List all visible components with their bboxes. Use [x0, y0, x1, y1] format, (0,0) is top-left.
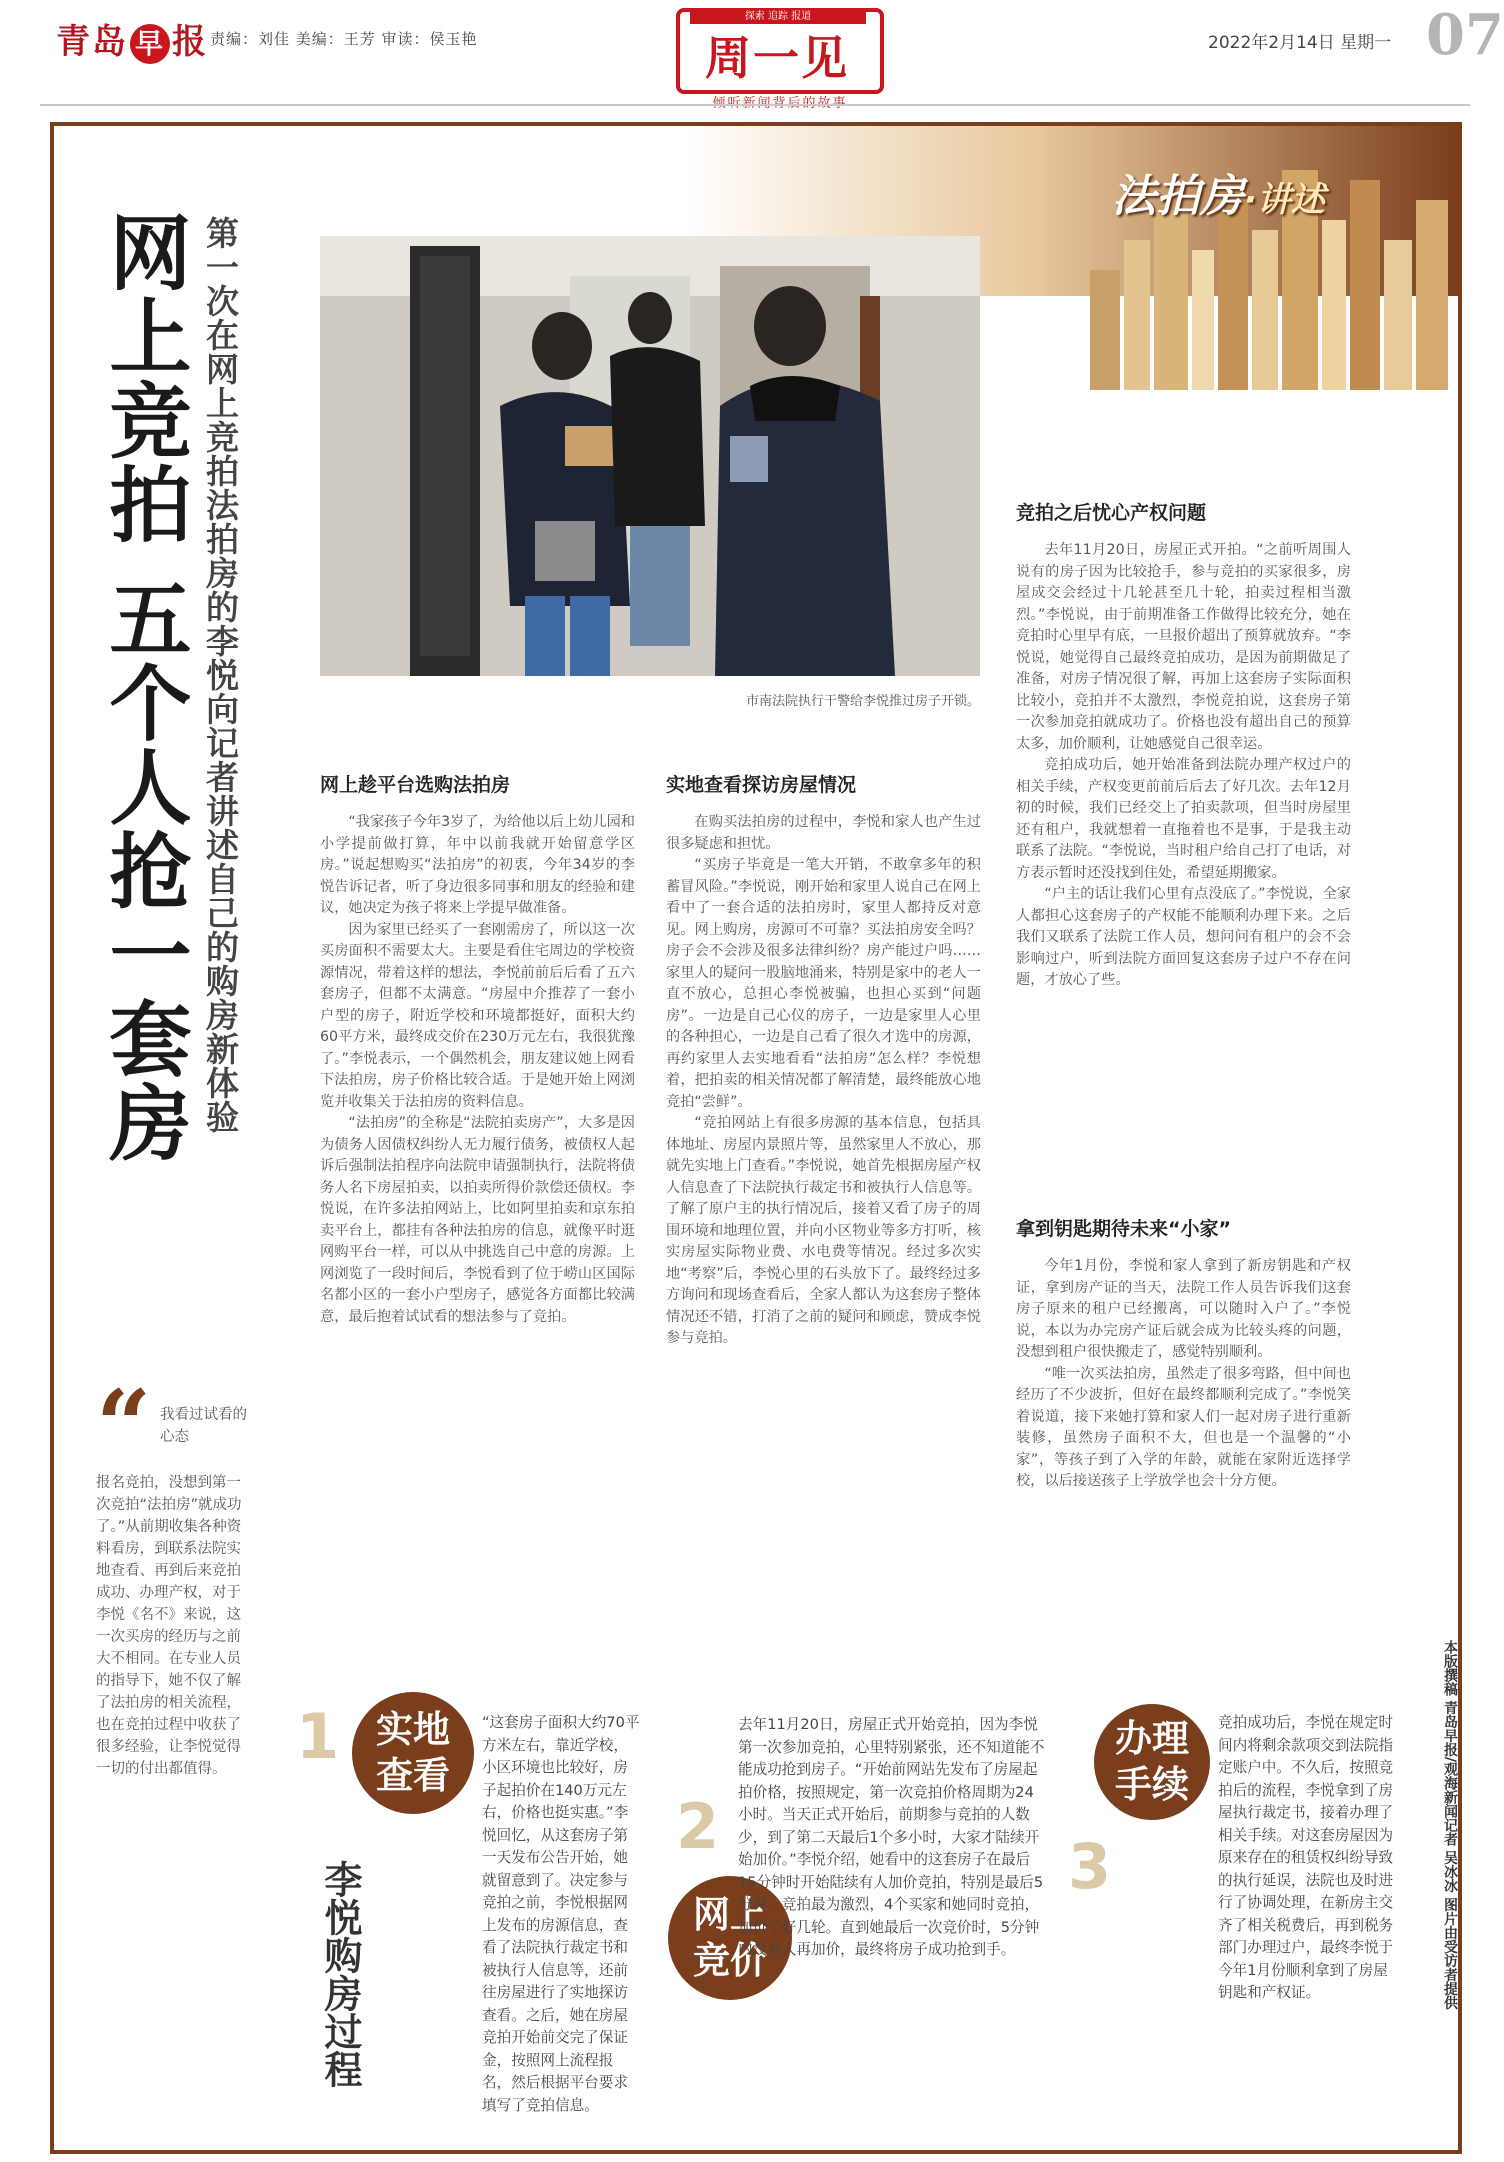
- section-heading-3: 竞拍之后忧心产权问题: [1016, 502, 1207, 524]
- paragraph: 今年1月份，李悦和家人拿到了新房钥匙和产权证，拿到房产证的当天，法院工作人员告诉我们这套房子原来的租户已经搬离，可以随时入户了。”李悦说，本以为办完房产证后就会成为比较头疼的问题，没想到租户很快搬走了，感觉特别顺利。: [1016, 1258, 1351, 1360]
- step-text: 竞拍成功后，李悦在规定时间内将剩余款项交到法院指定账户中。不久后，按照竞拍后的流程，李悦拿到了房屋执行裁定书，接着办理了相关手续。对这套房屋因为原来存在的租赁权纠纷导致的执行延误，法院也及时进行了协调处理，在新房主交齐了相关税费后，再到税务部门办理过户，最终李悦于今年1月份顺利拿到了房屋钥匙和产权证。: [1218, 1714, 1394, 2001]
- column-title-main: 法拍房: [1112, 171, 1244, 222]
- paragraph: “竞拍网站上有很多房源的基本信息，包括具体地址、房屋内景照片等，虽然家里人不放心，那就先实地上门查看。”李悦说，她首先根据房屋产权人信息查了下法院执行裁定书和被执行人信息等。了解了原户主的执行情况后，接着又看了房子的周围环境和地理位置，并向小区物业等多方打听，核实房屋实际物业费、水电费等情况。经过多次实地“考察”后，李悦心里的石头放下了。最终经过多方询问和现场查看后，全家人都认为这套房子整体情况还不错，打消了之前的疑问和顾虑，赞成李悦参与竞拍。: [666, 1115, 981, 1346]
- article-col2: [666, 812, 981, 1630]
- masthead-divider: [40, 104, 1470, 106]
- paragraph: “我家孩子今年3岁了，为给他以后上幼儿园和小学提前做打算，年中以前我就开始留意学区房。”说起想购买“法拍房”的初衷，今年34岁的李悦告诉记者，听了身边很多同事和朋友的经验和建议，她决定为孩子将来上学提早做准备。: [320, 814, 635, 916]
- paragraph: 因为家里已经买了一套刚需房了，所以这一次买房面积不需要太大。主要是看住宅周边的学校资源情况，带着这样的想法，李悦前前后后看了五六套房子，但都不太满意。“房屋中介推荐了一套小户型的房子，附近学校和环境都挺好，面积大约60平方米，最终成交价在230万元左右，我很犹豫了。”李悦表示，一个偶然机会，朋友建议她上网看下法拍房，房子价格比较合适。于是她开始上网浏览并收集关于法拍房的资料信息。: [320, 921, 635, 1110]
- step-number: 2: [676, 1790, 720, 1863]
- paragraph: “唯一次买法拍房，虽然走了很多弯路，但中间也经历了不少波折，但好在最终都顺利完成了。”李悦笑着说道，接下来她打算和家人们一起对房子进行重新装修，虽然房子面积不大，但也是一个温馨的“小家”，等孩子到了入学的年龄，就能在家附近选择学校，以后接送孩子上学放学也会十分方便。: [1016, 1365, 1351, 1489]
- subheadline: 第一次在网上竞拍法拍房的李悦向记者讲述自己的购房新体验: [201, 216, 240, 1134]
- article-col3-bottom: [1016, 1256, 1351, 1630]
- section-heading-4: 拿到钥匙期待未来“小家”: [1016, 1218, 1231, 1240]
- section-badge-top: 探索 追踪 报道: [690, 10, 866, 24]
- step-number: 1: [296, 1700, 340, 1773]
- logo-text-a: 青岛: [56, 22, 128, 62]
- process-title: 李悦购房过程: [318, 1860, 362, 2088]
- step-label: 办理: [1115, 1717, 1189, 1760]
- step-text: “这套房子面积大约70平方米左右，靠近学校，小区环境也比较好，房子起拍价在140万元左右，价格也挺实惠。”李悦回忆，从这套房子第一天发布公告开始，她就留意到了。决定参与竞拍之前，李悦根据网上发布的房源信息，查看了法院执行裁定书和被执行人信息等，还前往房屋进行了实地探访查看。之后，她在房屋竞拍开始前交完了保证金，按照网上流程报名，然后根据平台要求填写了竞拍信息。: [482, 1714, 640, 2114]
- column-title-suffix: ·讲述: [1244, 180, 1325, 220]
- news-photo: [320, 236, 980, 676]
- byline: 本版撰稿 青岛早报/观海新闻记者 吴冰冰 图片由受访者提供: [1442, 1640, 1458, 2010]
- logo-text-b: 报: [172, 22, 208, 62]
- step-label: 手续: [1115, 1763, 1189, 1806]
- step-badge: [352, 1692, 474, 1814]
- step-badge: [1094, 1704, 1210, 1820]
- section-subtitle: [676, 92, 884, 111]
- paragraph: 在购买法拍房的过程中，李悦和家人也产生过很多疑虑和担忧。: [666, 814, 981, 852]
- article-col1: [320, 812, 635, 1630]
- staff-credits: 责编：刘佳 美编：王芳 审读：侯玉艳: [210, 30, 478, 48]
- step-label: 实地: [376, 1708, 450, 1751]
- paragraph: “买房子毕竟是一笔大开销，不敢拿多年的积蓄冒风险。”李悦说，刚开始和家里人说自己在网上看中了一套合适的法拍房时，家里人都持反对意见。网上购房，房源可不可靠？买法拍房安全吗？房子会不会涉及很多法律纠纷？房产能过户吗……家里人的疑问一股脑地涌来，特别是家中的老人一直不放心，总担心李悦被骗，也担心买到“问题房”。一边是自己心仪的房子，一边是家里人心里的各种担心，一边是自己看了很久才选中的房源，再约家里人去实地看看“法拍房”怎么样？李悦想着，把拍卖的相关情况都了解清楚，最终能放心地竞拍“尝鲜”。: [666, 857, 981, 1110]
- step-text: 去年11月20日，房屋正式开始竞拍，因为李悦第一次参加竞拍，心里特别紧张，还不知道能不能成功抢到房子。“开始前网站先发布了房屋起拍价格，按照规定，第一次竞拍价格周期为24小时。当天正式开始后，前期参与竞拍的人数少，到了第二天最后1个多小时，大家才陆续开始加价。”李悦介绍，她看中的这套房子在最后15分钟时开始陆续有人加价竞拍，特别是最后5分钟，竞拍最为激烈，4个买家和她同时竞拍，加价了好几轮。直到她最后一次竞价时，5分钟内没有人再加价，最终将房子成功抢到手。: [738, 1716, 1045, 1958]
- step-label: 网上: [693, 1893, 767, 1936]
- column-title: [1112, 160, 1325, 224]
- paragraph: 竞拍成功后，她开始准备到法院办理产权过户的相关手续，产权变更前前后后去了好几次。去年12月初的时候，我们已经交上了拍卖款项，但当时房屋里还有租户，我就想着一直拖着也不是事，于是我主动联系了法院。“李悦说，当时租户给自己打了电话，对方表示暂时还没找到住处，希望延期搬家。: [1016, 757, 1351, 881]
- headline: 网上竞拍 五个人抢一套房: [96, 210, 192, 1165]
- pull-quote-top: 我看过试看的心态: [160, 1407, 247, 1445]
- step-number: 3: [1068, 1830, 1112, 1903]
- page-number: 07: [1426, 2, 1504, 68]
- newspaper-logo: [56, 14, 208, 64]
- paragraph: “法拍房”的全称是“法院拍卖房产”，大多是因为债务人因债权纠纷人无力履行债务，被债权人起诉后强制法拍程序向法院申请强制执行，法院将债务人名下房屋拍卖，以拍卖所得价款偿还债权。李悦说，在许多法拍网站上，比如阿里拍卖和京东拍卖平台上，都挂有各种法拍房的信息，就像平时逛网购平台一样，可以从中挑选自己中意的房源。上网浏览了一段时间后，李悦看到了位于崂山区国际名都小区的一套小户型房子，感觉各方面都比较满意，最后抱着试试看的想法参与了竞拍。: [320, 1115, 635, 1325]
- logo-badge: 早: [130, 24, 170, 64]
- section-heading-2: 实地查看探访房屋情况: [666, 774, 857, 796]
- section-heading-1: 网上趁平台选购法拍房: [320, 774, 511, 796]
- section-title: 周一见: [705, 31, 849, 85]
- step-label: 竞价: [693, 1939, 767, 1982]
- quote-mark-icon: “: [96, 1369, 152, 1482]
- paragraph: 去年11月20日，房屋正式开拍。“之前听周围人说有的房子因为比较抢手，参与竞拍的买家很多，房屋成交会经过十几轮甚至几十轮，拍卖过程相当激烈。”李悦说，由于前期准备工作做得比较充分，她在竞拍时心里早有底，一旦报价超出了预算就放弃。“李悦说，她觉得自己最终竞拍成功，是因为前期做足了准备，对房子情况很了解，再加上这套房子实际面积比较小，竞拍并不太激烈，李悦竞拍说，这套房子第一次参加竞拍就成功了。价格也没有超出自己的预算太多，加价顺利，让她感觉自己很幸运。: [1016, 542, 1351, 752]
- article-col3-top: [1016, 540, 1351, 1198]
- issue-date: 2022年2月14日 星期一: [1208, 33, 1392, 53]
- step-label: 查看: [376, 1754, 450, 1797]
- photo-caption: 市南法院执行干警给李悦推过房子开锁。: [745, 694, 980, 709]
- pull-quote: 报名竞拍，没想到第一次竞拍“法拍房”就成功了。”从前期收集各种资料看房，到联系法院实地查看、再到后来竞拍成功、办理产权，对于李悦《名不》来说，这一次买房的经历与之前大不相同。在专业人员的指导下，她不仅了解了法拍房的相关流程，也在竞拍过程中收获了很多经验，让李悦觉得一切的付出都值得。: [96, 1475, 242, 1777]
- paragraph: “户主的话让我们心里有点没底了。”李悦说，全家人都担心这套房子的产权能不能顺利办理下来。之后我们又联系了法院工作人员，想问问有租户的会不会影响过户，听到法院方面回复这套房子过户不存在问题，才放心了些。: [1016, 886, 1351, 988]
